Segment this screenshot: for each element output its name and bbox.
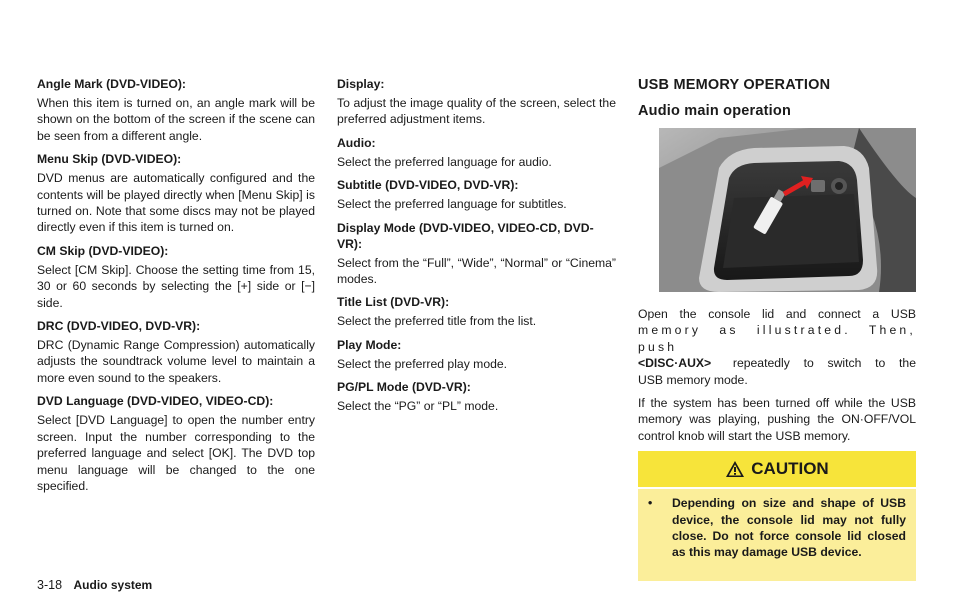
angle-mark-section: [37, 76, 315, 144]
play-mode-section: [337, 337, 616, 372]
section-text: When this item is turned on, an angle mark will be shown on the bottom of the screen if the scene can be seen from a different angle.: [37, 96, 315, 143]
page-number: 3-18: [37, 578, 63, 592]
drc-section: [37, 318, 315, 386]
section-heading: Audio:: [337, 135, 376, 150]
usb-line-3-rest: repeatedly to switch to the: [719, 356, 916, 371]
pg-pl-mode-section: [337, 379, 616, 414]
section-heading: Title List (DVD-VR):: [337, 295, 450, 310]
caution-header: [638, 451, 916, 489]
section-heading: Angle Mark (DVD-VIDEO):: [37, 77, 186, 91]
section-heading: Display:: [337, 77, 385, 91]
section-heading: Subtitle (DVD-VIDEO, DVD-VR):: [337, 178, 519, 193]
cm-skip-section: [37, 243, 315, 311]
caution-text: Depending on size and shape of USB device, the console lid may not fully close. Do not force console lid closed as this may damage USB device.: [672, 496, 906, 560]
audio-section: [337, 135, 616, 170]
usb-line-3: [638, 355, 916, 371]
left-column: [37, 76, 315, 501]
menu-skip-section: [37, 151, 315, 236]
section-heading: Menu Skip (DVD-VIDEO):: [37, 152, 182, 167]
section-text: To adjust the image quality of the screen, select the preferred adjustment items.: [337, 96, 616, 127]
section-heading: CM Skip (DVD-VIDEO):: [37, 243, 169, 258]
section-heading: Display Mode (DVD-VIDEO, VIDEO-CD, DVD-VR):: [337, 220, 594, 251]
section-text: Select from the “Full”, “Wide”, “Normal” or “Cinema” modes.: [337, 255, 616, 287]
section-text: Select the preferred play mode.: [337, 356, 508, 371]
section-text: Select [CM Skip]. Choose the setting time from 15, 30 or 60 seconds by selecting the [+] side or [−] side.: [37, 262, 315, 310]
section-heading: PG/PL Mode (DVD-VR):: [337, 380, 471, 395]
usb-paragraph-1: [638, 306, 916, 388]
section-text: Select [DVD Language] to open the number entry screen. Input the number corresponding to the preferred language and select [OK]. The DVD top menu language will be changed to the one specified.: [37, 413, 315, 493]
disc-aux-key-label: <DISC·AUX>: [638, 356, 712, 371]
middle-column: [337, 76, 616, 422]
title-list-section: [337, 294, 616, 329]
usb-line-4: USB memory mode.: [638, 372, 748, 387]
section-text: DVD menus are automatically configured and the contents will be played directly when [Menu Skip] is turned on. Note that some discs may not be played directly even if this item is turned on.: [37, 171, 315, 235]
section-heading: DVD Language (DVD-VIDEO, VIDEO-CD):: [37, 394, 274, 409]
footer-section-name: Audio system: [73, 578, 153, 592]
page-footer: [37, 578, 152, 592]
caution-box: [638, 451, 916, 581]
section-text: DRC (Dynamic Range Compression) automatically adjusts the soundtrack volume level to maintain a more even sound to the speakers.: [37, 338, 315, 385]
usb-subtitle: Audio main operation: [638, 103, 792, 119]
section-text: Select the preferred title from the list.: [337, 314, 537, 329]
usb-section-title: USB MEMORY OPERATION: [638, 77, 831, 93]
display-section: [337, 76, 616, 128]
warning-triangle-icon: [725, 460, 745, 478]
caution-title: CAUTION: [751, 459, 829, 479]
section-heading: Play Mode:: [337, 337, 402, 352]
bullet: •: [648, 496, 653, 511]
section-heading: DRC (DVD-VIDEO, DVD-VR):: [37, 319, 201, 334]
dvd-language-section: [37, 393, 315, 494]
usb-line-2: memory as illustrated. Then, push: [638, 323, 916, 354]
subtitle-section: [337, 177, 616, 212]
section-text: Select the preferred language for subtitles.: [337, 197, 567, 212]
section-text: Select the preferred language for audio.: [337, 154, 552, 169]
usb-line-1: Open the console lid and connect a USB: [638, 307, 916, 321]
right-column: [638, 76, 916, 581]
section-text: Select the “PG” or “PL” mode.: [337, 399, 499, 414]
caution-item: [648, 495, 906, 561]
usb-paragraph-2: If the system has been turned off while the USB memory was playing, pushing the ON·OFF/VOL control knob will start the USB memory.: [638, 396, 916, 443]
console-usb-illustration: [659, 128, 916, 292]
display-mode-section: [337, 220, 616, 288]
